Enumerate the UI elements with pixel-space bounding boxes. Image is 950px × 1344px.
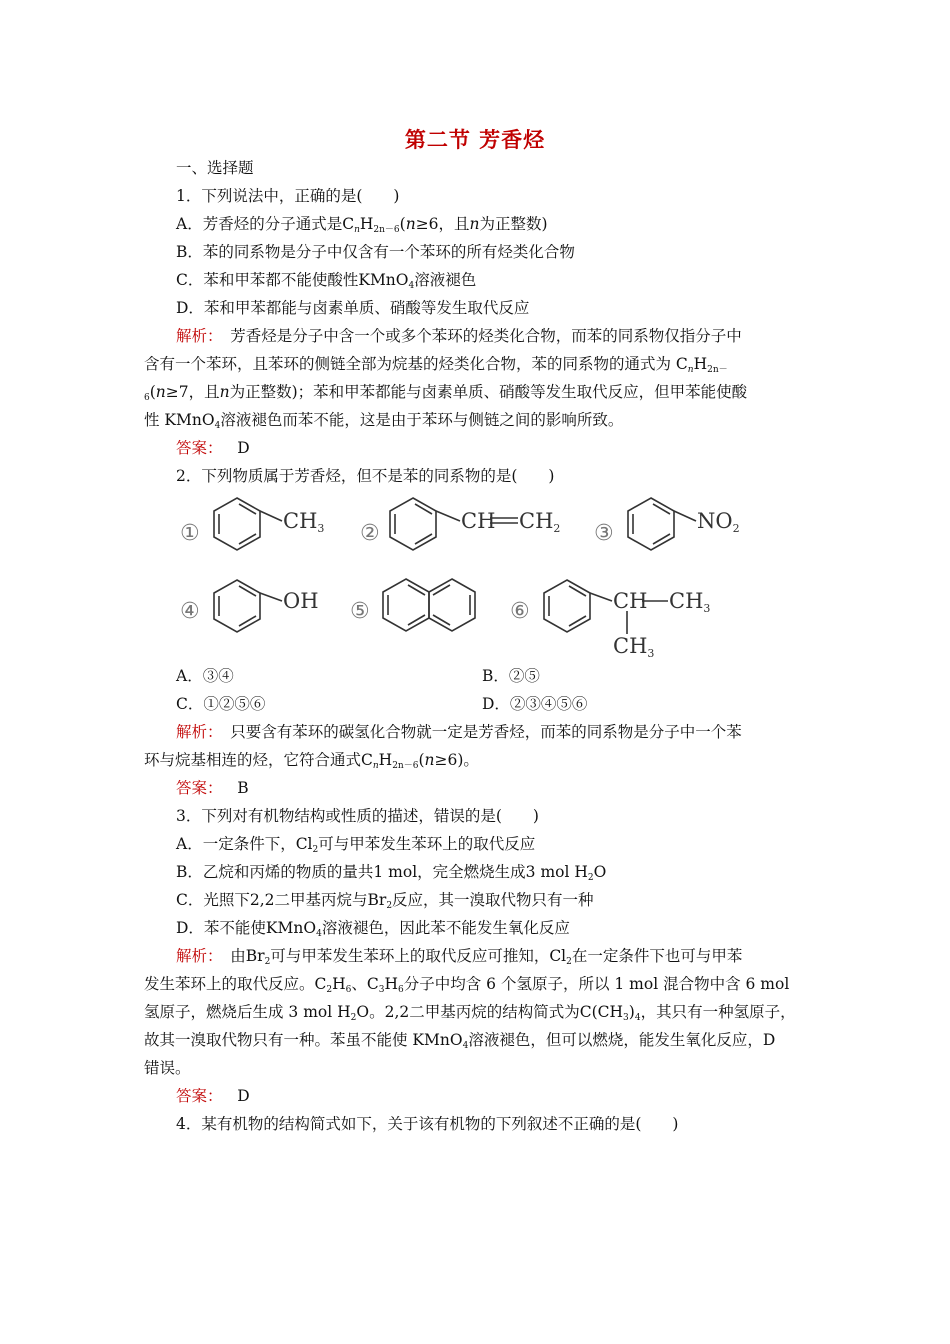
benzene-ring-2 xyxy=(390,498,436,550)
q1-option-a: A．芳香烃的分子通式是$C_nH_{2n-6}(n\ge 6$，且n为正整数) xyxy=(176,215,548,235)
q3-option-b: B．乙烷和丙烯的物质的量共1 mol，完全燃烧生成3 mol $H_2O$ xyxy=(176,863,607,883)
q3-answer: 答案： D xyxy=(176,1087,250,1105)
structure-2-number: ② xyxy=(360,521,380,546)
q3-explanation-line4: 故其一溴取代物只有一种。苯虽不能使 KMnO$_4$溶液褪色，但可以燃烧，能发生氧化反应，D xyxy=(144,1031,776,1051)
q1-answer: 答案： D xyxy=(176,439,250,457)
q2-answer: 答案： B xyxy=(176,779,249,797)
q3-explanation-line2: 发生苯环上的取代反应。$C_2H_6$、$C_3H_6$分子中均含 6 个氢原子，所以 1 mol 混合物中含 6 mol xyxy=(144,975,790,995)
q2-stem: 2．下列物质属于芳香烃，但不是苯的同系物的是( ) xyxy=(176,467,555,485)
structure-1-group: CH3 xyxy=(283,509,325,535)
benzene-ring-4 xyxy=(214,580,260,632)
structure-6-number: ⑥ xyxy=(510,599,530,624)
q3-option-a: A．一定条件下，$Cl_2$可与甲苯发生苯环上的取代反应 xyxy=(176,835,536,855)
structure-3-group: NO2 xyxy=(697,509,740,535)
structure-6-group-c: CH3 xyxy=(613,634,655,660)
q1-option-c: C．苯和甲苯都不能使酸性KMnO$_4$溶液褪色 xyxy=(176,271,477,291)
q1-option-d: D．苯和甲苯都能与卤素单质、硝酸等发生取代反应 xyxy=(176,299,530,317)
q3-option-c: C．光照下2,2二甲基丙烷与$Br_2$反应，其一溴取代物只有一种 xyxy=(176,891,594,911)
q1-stem: 1．下列说法中，正确的是( ) xyxy=(176,187,400,205)
q4-stem: 4．某有机物的结构简式如下，关于该有机物的下列叙述不正确的是( ) xyxy=(176,1115,679,1133)
q2-option-d: D．②③④⑤⑥ xyxy=(482,695,588,713)
q2-option-c: C．①②⑤⑥ xyxy=(176,695,266,713)
benzene-ring-1 xyxy=(214,498,260,550)
naphthalene-rings xyxy=(383,579,475,631)
q2-explanation-line1: 解析： 只要含有苯环的碳氢化合物就一定是芳香烃，而苯的同系物是分子中一个苯 xyxy=(176,723,742,741)
q2-option-a: A．③④ xyxy=(176,667,234,685)
q1-explanation-line4: 性 KMnO$_4$溶液褪色而苯不能，这是由于苯环与侧链之间的影响所致。 xyxy=(144,411,624,431)
structure-5-number: ⑤ xyxy=(350,599,370,624)
q3-explanation-line1: 解析： 由$Br_2$可与甲苯发生苯环上的取代反应可推知，$Cl_2$在一定条件下也可与甲苯 xyxy=(176,947,743,967)
q2-explanation-line2: 环与烷基相连的烃，它符合通式$C_nH_{2n-6}(n\ge 6)$。 xyxy=(144,751,479,771)
q1-option-b: B．苯的同系物是分子中仅含有一个苯环的所有烃类化合物 xyxy=(176,243,575,261)
q1-explanation-line2: 含有一个苯环，且苯环的侧链全部为烷基的烃类化合物，苯的同系物的通式为 $C_nH_{2n-}$ xyxy=(144,355,728,375)
structure-2-group-a: CH xyxy=(461,509,496,533)
page-title: 第二节 芳香烃 xyxy=(404,128,546,152)
benzene-ring-6 xyxy=(544,580,590,632)
q3-option-d: D．苯不能使KMnO$_4$溶液褪色，因此苯不能发生氧化反应 xyxy=(176,919,570,939)
structure-4-number: ④ xyxy=(180,599,200,624)
structure-2-group-b: CH2 xyxy=(519,509,561,535)
q1-explanation-line3: $_6$(n≥7，且n为正整数)；苯和甲苯都能与卤素单质、硝酸等发生取代反应，但甲苯能使酸 xyxy=(144,383,748,403)
structure-6-group-a: CH xyxy=(613,589,648,613)
q3-explanation-line3: 氢原子，燃烧后生成 3 mol $H_2O$。2,2二甲基丙烷的结构简式为$C(CH_3)_4$，其只有一种氢原子， xyxy=(144,1003,796,1023)
structure-3-number: ③ xyxy=(594,521,614,546)
q3-explanation-line5: 错误。 xyxy=(144,1059,191,1077)
structure-4-group: OH xyxy=(283,589,319,613)
q2-option-b: B．②⑤ xyxy=(482,667,540,685)
section-heading: 一、选择题 xyxy=(176,159,254,177)
q3-stem: 3．下列对有机物结构或性质的描述，错误的是( ) xyxy=(176,807,539,825)
q1-explanation-line1: 解析： 芳香烃是分子中含一个或多个苯环的烃类化合物，而苯的同系物仅指分子中 xyxy=(176,327,742,345)
benzene-ring-3 xyxy=(628,498,674,550)
structure-1-number: ① xyxy=(180,521,200,546)
structure-6-group-b: CH3 xyxy=(669,589,711,615)
